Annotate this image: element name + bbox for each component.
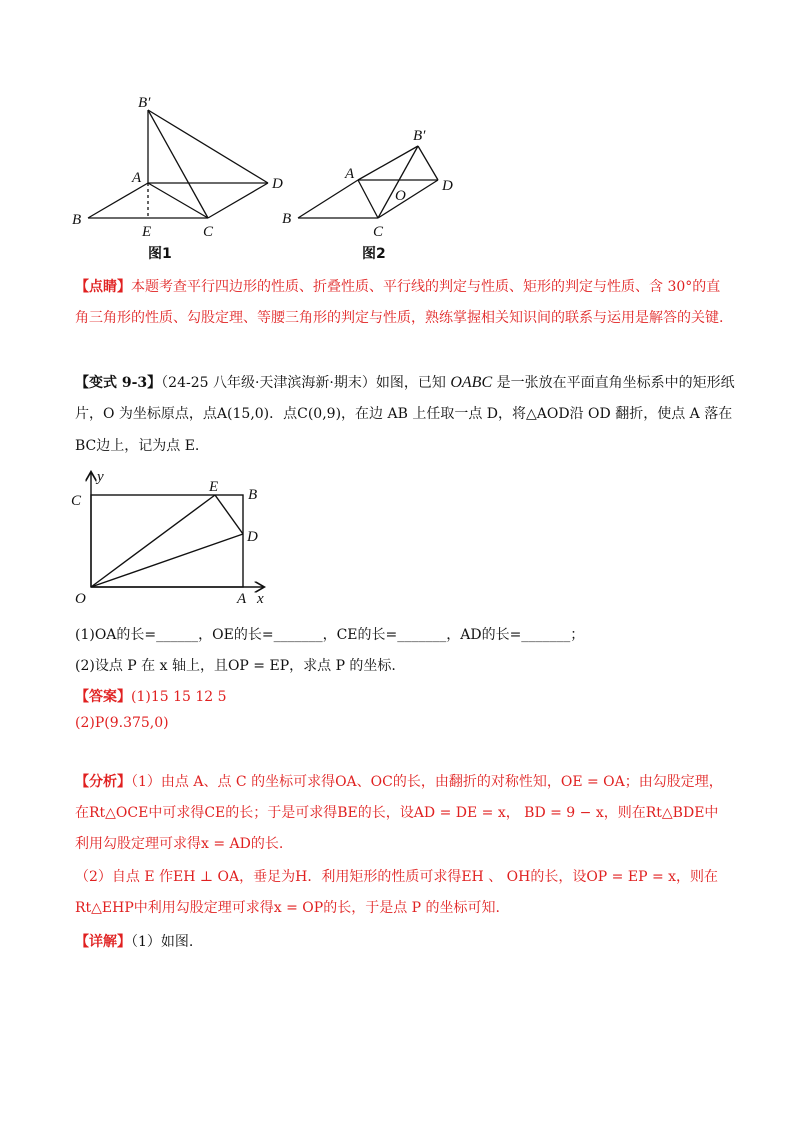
analysis-paragraph [75, 767, 725, 860]
detail-text: （1）如图. [131, 934, 194, 950]
variant-source: （24-25 八年级·天津滨海新·期末） [161, 375, 376, 391]
graph-label-x: x [257, 591, 264, 607]
graph-label-a: A [237, 591, 247, 607]
analysis-tag: 【分析】 [75, 774, 131, 790]
fig1-label-bprime: B′ [138, 95, 151, 111]
analysis-2-text: （2）自点 E 作EH ⊥ OA，垂足为H．利用矩形的性质可求得EH 、 OH的长，设OP = EP = x，则在Rt△EHP中利用勾股定理可求得x = OP的长，于是点 P 的坐标可知. [75, 869, 719, 916]
variant-line-3: BC边上，记为点 E. [75, 438, 200, 454]
question-1: (1)OA的长=______，OE的长=_______，CE的长=_______，AD的长=_______； [75, 627, 585, 643]
dianjing-paragraph [75, 272, 725, 334]
graph-label-y: y [97, 469, 104, 485]
answer-part-1: (1)15 15 12 5 [131, 689, 227, 705]
detail-tag: 【详解】 [75, 934, 131, 950]
fig1-label-c: C [203, 224, 214, 240]
fig2-label-bprime: B′ [413, 128, 426, 144]
graph-label-d: D [247, 529, 258, 545]
graph-label-c: C [71, 493, 82, 509]
analysis-text: （1）由点 A、点 C 的坐标可求得OA、OC的长，由翻折的对称性知，OE = OA；由勾股定理，在Rt△OCE中可求得CE的长；于是可求得BE的长，设AD = DE = x， BD = 9 − x，则在Rt△BDE中利用勾股定理可求得x = AD的长. [75, 774, 723, 852]
fig2-caption: 图2 [362, 246, 386, 262]
variant-line-2: 片，O 为坐标原点，点A(15,0)．点C(0,9)，在边 AB 上任取一点 D，将△AOD沿 OD 翻折，使点 A 落在 [75, 406, 733, 422]
variant-line-1 [75, 373, 735, 393]
fig1-label-e: E [142, 224, 152, 240]
fig1-caption: 图1 [148, 246, 172, 262]
dianjing-tag: 【点睛】 [75, 279, 131, 295]
detail-line [75, 932, 735, 952]
answer-tag: 【答案】 [75, 689, 131, 705]
fig1-label-a: A [132, 170, 142, 186]
figure-2 [270, 120, 470, 265]
figure-1 [60, 90, 300, 265]
dianjing-text: 本题考查平行四边形的性质、折叠性质、平行线的判定与性质、矩形的判定与性质、含 30°的直角三角形的性质、勾股定理、等腰三角形的判定与性质，熟练掌握相关知识间的联系与运用是解答的关键. [75, 279, 724, 326]
question-2: (2)设点 P 在 x 轴上，且OP = EP，求点 P 的坐标. [75, 658, 396, 674]
fig2-label-d: D [442, 178, 453, 194]
variant-tag: 【变式 9-3】 [75, 375, 162, 391]
answer-line-1 [75, 687, 735, 707]
graph-label-e: E [209, 479, 219, 495]
fig2-label-o: O [395, 188, 406, 204]
fig2-label-b: B [282, 211, 292, 227]
fig1-label-d: D [272, 176, 283, 192]
fig2-label-a: A [345, 166, 355, 182]
graph-label-b: B [248, 487, 258, 503]
fig1-label-b: B [72, 212, 82, 228]
variant-oabc: OABC [450, 374, 493, 391]
variant-text-a: 如图，已知 [375, 375, 451, 391]
coordinate-graph [65, 463, 280, 613]
answer-line-2: (2)P(9.375,0) [75, 715, 169, 731]
fig2-label-c: C [373, 224, 384, 240]
graph-label-o: O [75, 591, 86, 607]
variant-text-c: 是一张放在平面直角坐标系中的矩形纸 [492, 375, 735, 391]
analysis-paragraph-2 [75, 862, 725, 924]
